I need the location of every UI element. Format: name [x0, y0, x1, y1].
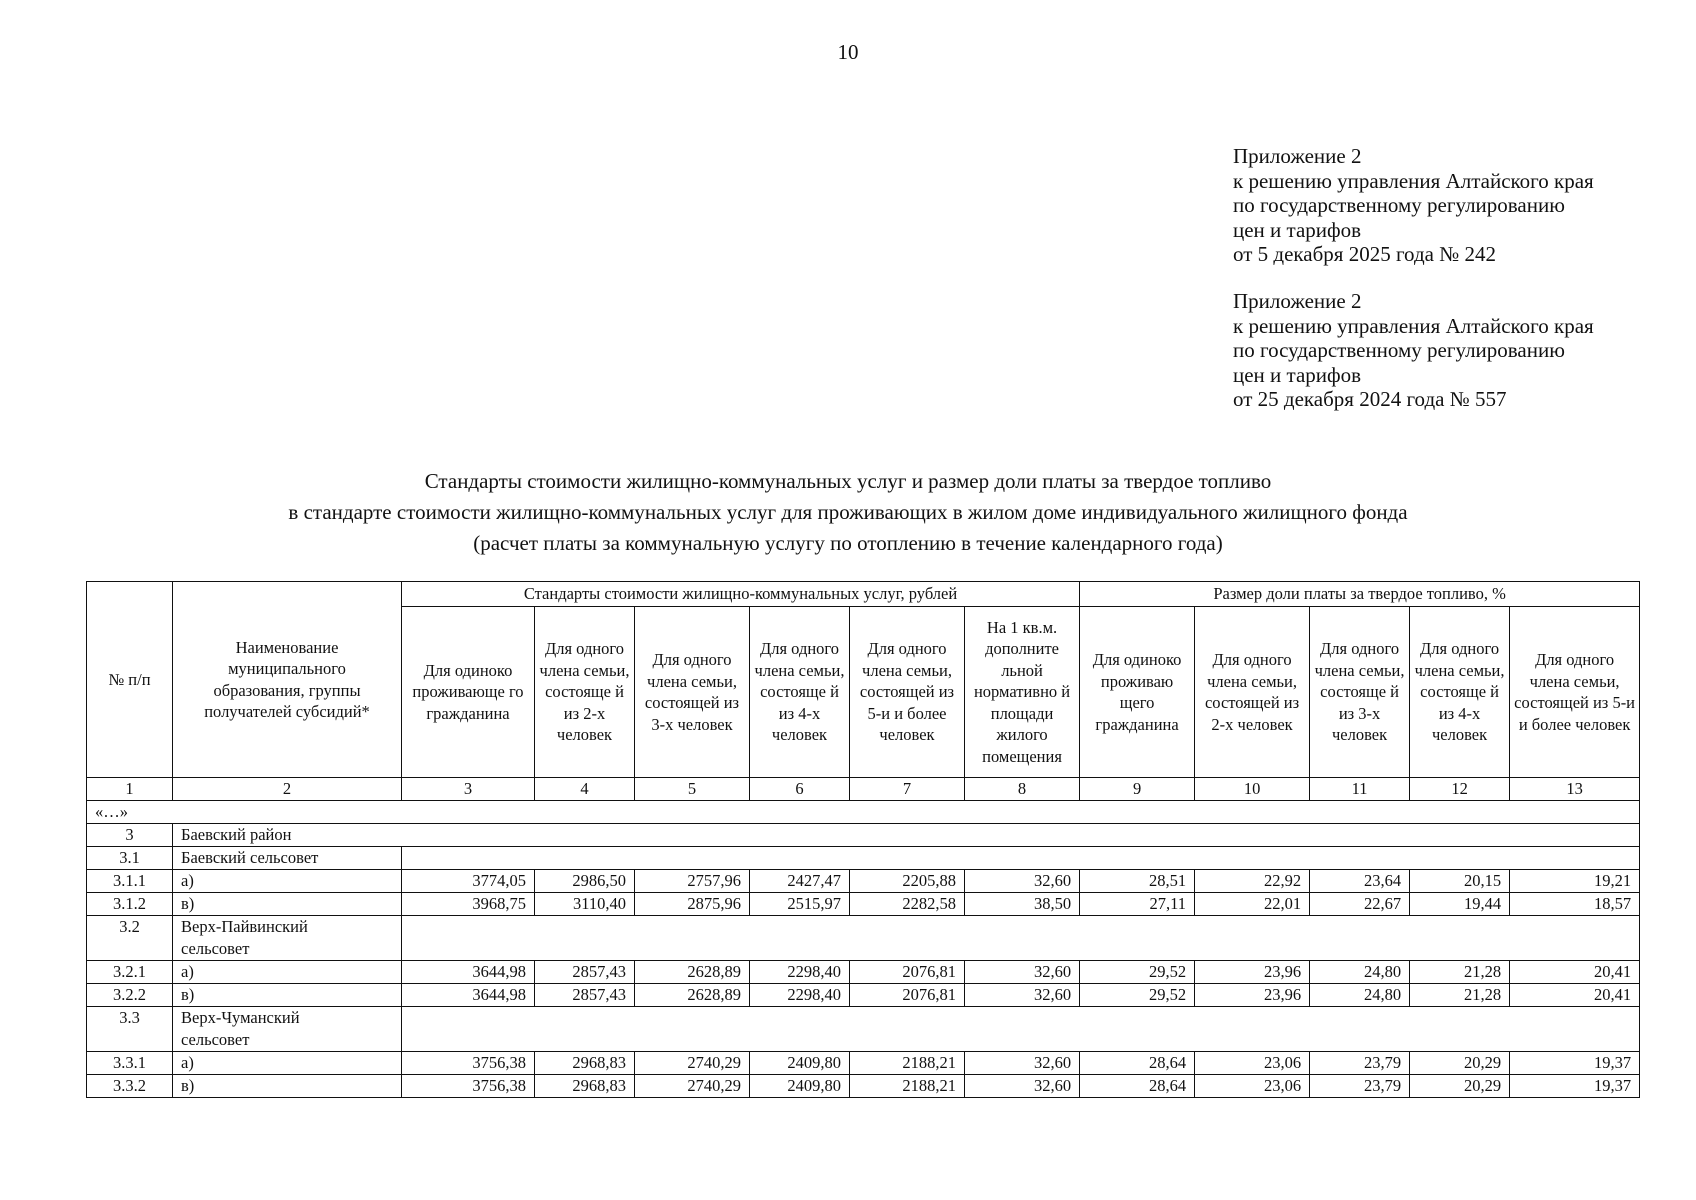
- column-number: 6: [750, 778, 850, 801]
- value-cell: 24,80: [1310, 984, 1410, 1007]
- section-row: [87, 916, 1640, 961]
- header-number: № п/п: [87, 582, 173, 778]
- value-cell: 2628,89: [635, 984, 750, 1007]
- value-cell: 3968,75: [402, 893, 535, 916]
- row-group: а): [173, 961, 402, 984]
- row-group: в): [173, 1075, 402, 1098]
- title-line: (расчет платы за коммунальную услугу по отоплению в течение календарного года): [473, 531, 1223, 555]
- value-cell: 2427,47: [750, 870, 850, 893]
- value-cell: 23,79: [1310, 1052, 1410, 1075]
- value-cell: 2628,89: [635, 961, 750, 984]
- section-code: 3.2: [87, 916, 173, 961]
- column-number: 12: [1410, 778, 1510, 801]
- appendix-line: к решению управления Алтайского края: [1233, 168, 1594, 193]
- value-cell: 2968,83: [535, 1052, 635, 1075]
- value-cell: 20,41: [1510, 984, 1640, 1007]
- value-cell: 28,64: [1080, 1075, 1195, 1098]
- section-empty-cell: [402, 1007, 1640, 1052]
- value-cell: 20,29: [1410, 1075, 1510, 1098]
- section-code: 3.3: [87, 1007, 173, 1052]
- value-cell: 2409,80: [750, 1075, 850, 1098]
- header-fuel-col: Для одиноко проживаю щего гражданина: [1080, 607, 1195, 778]
- value-cell: 2409,80: [750, 1052, 850, 1075]
- value-cell: 2076,81: [850, 961, 965, 984]
- value-cell: 27,11: [1080, 893, 1195, 916]
- appendix-previous: [1233, 289, 1663, 412]
- value-cell: 29,52: [1080, 984, 1195, 1007]
- value-cell: 3644,98: [402, 984, 535, 1007]
- document-title: [0, 466, 1696, 559]
- value-cell: 2740,29: [635, 1075, 750, 1098]
- column-number: 7: [850, 778, 965, 801]
- value-cell: 2986,50: [535, 870, 635, 893]
- section-name: Баевский сельсовет: [173, 847, 402, 870]
- section-code: 3.1: [87, 847, 173, 870]
- column-number: 13: [1510, 778, 1640, 801]
- row-code: 3.3.2: [87, 1075, 173, 1098]
- value-cell: 2188,21: [850, 1052, 965, 1075]
- value-cell: 2188,21: [850, 1075, 965, 1098]
- value-cell: 20,29: [1410, 1052, 1510, 1075]
- row-group: а): [173, 870, 402, 893]
- row-code: 3.1.1: [87, 870, 173, 893]
- page-number: 10: [837, 40, 859, 64]
- header-name: Наименование муниципального образования, группы получателей субсидий*: [173, 582, 402, 778]
- value-cell: 19,44: [1410, 893, 1510, 916]
- value-cell: 22,67: [1310, 893, 1410, 916]
- table-row: [87, 984, 1640, 1007]
- row-group: в): [173, 893, 402, 916]
- row-code: 3.2.2: [87, 984, 173, 1007]
- value-cell: 3756,38: [402, 1052, 535, 1075]
- section-empty-cell: [402, 916, 1640, 961]
- value-cell: 2282,58: [850, 893, 965, 916]
- column-number: 9: [1080, 778, 1195, 801]
- value-cell: 24,80: [1310, 961, 1410, 984]
- column-number: 8: [965, 778, 1080, 801]
- column-number: 4: [535, 778, 635, 801]
- table-row: [87, 870, 1640, 893]
- row-group: в): [173, 984, 402, 1007]
- column-number: 11: [1310, 778, 1410, 801]
- tariff-table: [86, 581, 1640, 1098]
- value-cell: 23,96: [1195, 961, 1310, 984]
- value-cell: 22,01: [1195, 893, 1310, 916]
- appendix-line: цен и тарифов: [1233, 362, 1362, 387]
- header-fuel-col: Для одного члена семьи, состояще й из 4-х человек: [1410, 607, 1510, 778]
- title-line: в стандарте стоимости жилищно-коммунальных услуг для проживающих в жилом доме индивидуального жилищного фонда: [288, 500, 1408, 524]
- value-cell: 20,15: [1410, 870, 1510, 893]
- section-name: Верх-Пайвинский сельсовет: [173, 916, 402, 961]
- appendix-line: по государственному регулированию: [1233, 338, 1565, 362]
- value-cell: 3644,98: [402, 961, 535, 984]
- header-standard-col: Для одного члена семьи, состояще й из 2-х человек: [535, 607, 635, 778]
- value-cell: 2757,96: [635, 870, 750, 893]
- section-name: Верх-Чуманский сельсовет: [173, 1007, 402, 1052]
- district-name: Баевский район: [173, 824, 1640, 847]
- value-cell: 2857,43: [535, 961, 635, 984]
- value-cell: 21,28: [1410, 961, 1510, 984]
- section-empty-cell: [402, 847, 1640, 870]
- value-cell: 19,37: [1510, 1075, 1640, 1098]
- header-group-standards: Стандарты стоимости жилищно-коммунальных услуг, рублей: [402, 582, 1080, 607]
- header-standard-col: Для одного члена семьи, состоящей из 3-х человек: [635, 607, 750, 778]
- district-code: 3: [87, 824, 173, 847]
- value-cell: 3110,40: [535, 893, 635, 916]
- header-standard-col: Для одного члена семьи, состоящей из 5-и и более человек: [850, 607, 965, 778]
- value-cell: 32,60: [965, 961, 1080, 984]
- value-cell: 23,06: [1195, 1052, 1310, 1075]
- value-cell: 2875,96: [635, 893, 750, 916]
- value-cell: 23,06: [1195, 1075, 1310, 1098]
- appendix-line: по государственному регулированию: [1233, 193, 1565, 217]
- header-fuel-col: Для одного члена семьи, состоящей из 2-х человек: [1195, 607, 1310, 778]
- row-group: а): [173, 1052, 402, 1075]
- header-standard-col: Для одиноко проживающе го гражданина: [402, 607, 535, 778]
- header-standard-col: На 1 кв.м. дополните льной нормативно й площади жилого помещения: [965, 607, 1080, 778]
- value-cell: 2857,43: [535, 984, 635, 1007]
- column-number: 10: [1195, 778, 1310, 801]
- ellipsis-row: «…»: [87, 801, 1640, 824]
- header-group-fuel: Размер доли платы за твердое топливо, %: [1080, 582, 1640, 607]
- value-cell: 32,60: [965, 984, 1080, 1007]
- value-cell: 38,50: [965, 893, 1080, 916]
- column-number: 2: [173, 778, 402, 801]
- value-cell: 2298,40: [750, 961, 850, 984]
- value-cell: 2740,29: [635, 1052, 750, 1075]
- value-cell: 32,60: [965, 870, 1080, 893]
- value-cell: 2298,40: [750, 984, 850, 1007]
- value-cell: 20,41: [1510, 961, 1640, 984]
- title-line: Стандарты стоимости жилищно-коммунальных услуг и размер доли платы за твердое топливо: [424, 469, 1272, 493]
- table-row: [87, 893, 1640, 916]
- value-cell: 2076,81: [850, 984, 965, 1007]
- value-cell: 23,64: [1310, 870, 1410, 893]
- appendix-line: к решению управления Алтайского края: [1233, 313, 1594, 338]
- table-row: [87, 961, 1640, 984]
- table-row: [87, 1052, 1640, 1075]
- value-cell: 28,64: [1080, 1052, 1195, 1075]
- value-cell: 2205,88: [850, 870, 965, 893]
- header-fuel-col: Для одного члена семьи, состояще й из 3-х человек: [1310, 607, 1410, 778]
- row-code: 3.1.2: [87, 893, 173, 916]
- appendix-line: Приложение 2: [1233, 289, 1362, 313]
- value-cell: 21,28: [1410, 984, 1510, 1007]
- value-cell: 3756,38: [402, 1075, 535, 1098]
- value-cell: 29,52: [1080, 961, 1195, 984]
- section-row: [87, 1007, 1640, 1052]
- value-cell: 22,92: [1195, 870, 1310, 893]
- value-cell: 2968,83: [535, 1075, 635, 1098]
- value-cell: 2515,97: [750, 893, 850, 916]
- value-cell: 23,79: [1310, 1075, 1410, 1098]
- value-cell: 19,21: [1510, 870, 1640, 893]
- value-cell: 23,96: [1195, 984, 1310, 1007]
- value-cell: 32,60: [965, 1052, 1080, 1075]
- row-code: 3.3.1: [87, 1052, 173, 1075]
- value-cell: 19,37: [1510, 1052, 1640, 1075]
- value-cell: 18,57: [1510, 893, 1640, 916]
- header-standard-col: Для одного члена семьи, состояще й из 4-х человек: [750, 607, 850, 778]
- table-row: [87, 1075, 1640, 1098]
- appendix-line: от 5 декабря 2025 года № 242: [1233, 242, 1496, 266]
- column-number: 3: [402, 778, 535, 801]
- appendix-current: [1233, 144, 1663, 267]
- column-number: 5: [635, 778, 750, 801]
- column-number: 1: [87, 778, 173, 801]
- section-row: [87, 847, 1640, 870]
- row-code: 3.2.1: [87, 961, 173, 984]
- value-cell: 28,51: [1080, 870, 1195, 893]
- value-cell: 3774,05: [402, 870, 535, 893]
- appendix-line: Приложение 2: [1233, 144, 1362, 168]
- appendix-line: цен и тарифов: [1233, 217, 1362, 242]
- appendix-line: от 25 декабря 2024 года № 557: [1233, 387, 1507, 411]
- header-fuel-col: Для одного члена семьи, состоящей из 5-и и более человек: [1510, 607, 1640, 778]
- value-cell: 32,60: [965, 1075, 1080, 1098]
